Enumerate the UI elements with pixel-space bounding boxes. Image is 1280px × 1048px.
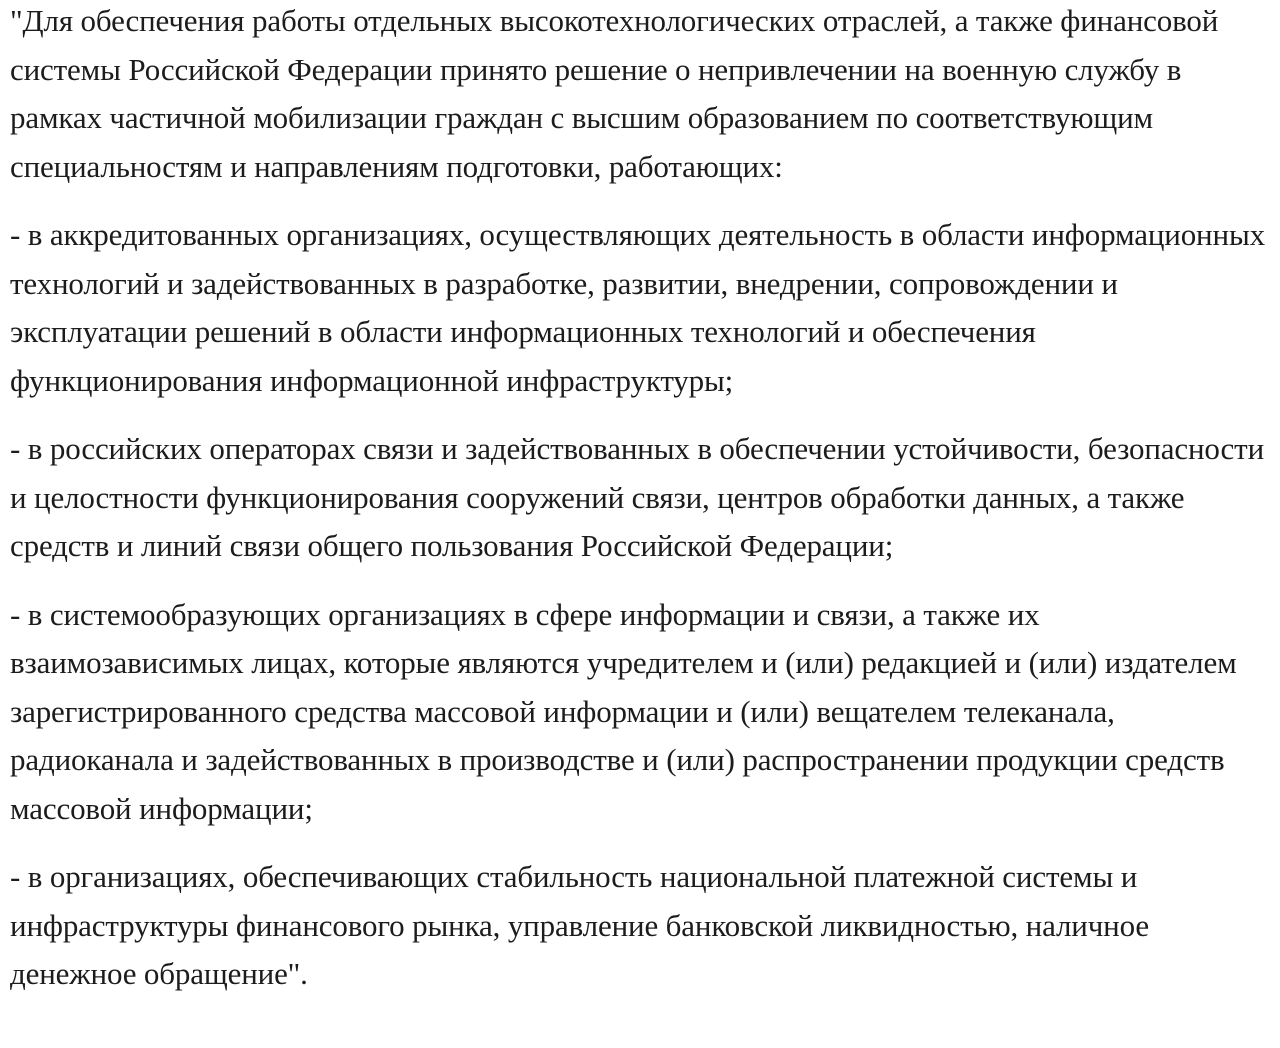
paragraph-financial-organizations: - в организациях, обеспечивающих стабильность национальной платежной системы и инфраструктуры финансового рынка, управление банковской ликвидностью, наличное денежное обращение". [10,859,1149,991]
paragraph-it-organizations: - в аккредитованных организациях, осуществляющих деятельность в области информационных технологий и задействованных в разработке, развитии, внедрении, сопровождении и эксплуатации решений в области информационных технологий и обеспечения функционирования информационной инфраструктуры; [10,217,1265,398]
article-text [10,0,1268,999]
paragraph-intro: "Для обеспечения работы отдельных высокотехнологических отраслей, а также финансовой системы Российской Федерации принято решение о непривлечении на военную службу в рамках частичной мобилизации граждан с высшим образованием по соответствующим специальностям и направлениям подготовки, работающих: [10,3,1219,184]
paragraph-telecom-operators: - в российских операторах связи и задействованных в обеспечении устойчивости, безопасности и целостности функционирования сооружений связи, центров обработки данных, а также средств и линий связи общего пользования Российской Федерации; [10,431,1265,563]
paragraph-media-organizations: - в системообразующих организациях в сфере информации и связи, а также их взаимозависимых лицах, которые являются учредителем и (или) редакцией и (или) издателем зарегистрированного средства массовой информации и (или) вещателем телеканала, радиоканала и задействованных в производстве и (или) распространении продукции средств массовой информации; [10,596,1237,826]
